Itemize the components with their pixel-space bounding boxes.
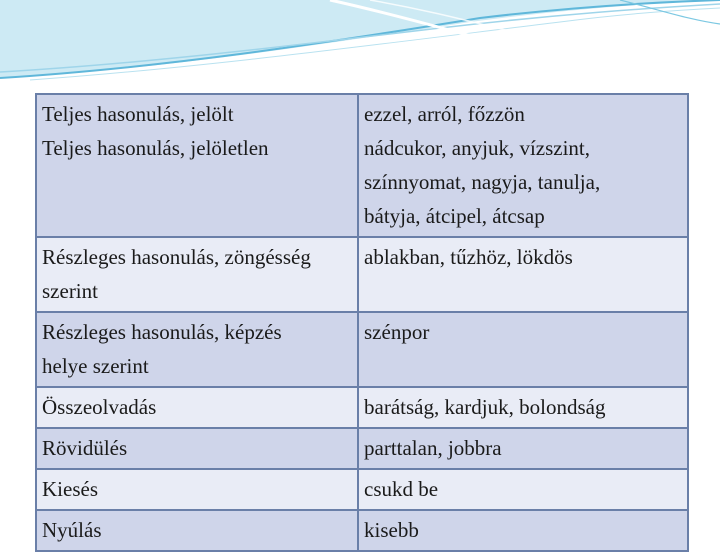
phenomenon-cell [36, 428, 358, 469]
examples-cell [358, 428, 688, 469]
examples-text: barátság, kardjuk, bolondság [364, 395, 606, 419]
phenomenon-text: szerint [42, 279, 98, 303]
phenomenon-cell [36, 237, 358, 312]
examples-cell [358, 94, 688, 237]
table-row [36, 510, 688, 551]
table-row [36, 312, 688, 387]
table-row [36, 237, 688, 312]
phenomenon-text: Kiesés [42, 477, 98, 501]
examples-text: szénpor [364, 320, 430, 344]
examples-cell [358, 312, 688, 387]
phenomenon-cell [36, 94, 358, 237]
phenomenon-text: Részleges hasonulás, zöngésség [42, 245, 311, 269]
phenomenon-text: Rövidülés [42, 436, 128, 460]
phenomenon-text: helye szerint [42, 354, 149, 378]
examples-text: csukd be [364, 477, 439, 501]
table-row [36, 387, 688, 428]
examples-cell [358, 237, 688, 312]
examples-text: kisebb [364, 518, 419, 542]
header-wave-decoration [0, 0, 720, 90]
phenomenon-text: Összeolvadás [42, 395, 157, 419]
phenomenon-cell [36, 312, 358, 387]
examples-text: parttalan, jobbra [364, 436, 502, 460]
phenomenon-text: Nyúlás [42, 518, 102, 542]
examples-text: nádcukor, anyjuk, vízszint, [364, 136, 591, 160]
assimilation-table [35, 93, 689, 552]
examples-text: színnyomat, nagyja, tanulja, [364, 170, 601, 194]
phenomenon-text: Teljes hasonulás, jelölt [42, 102, 234, 126]
phenomenon-cell [36, 387, 358, 428]
phenomenon-text: Teljes hasonulás, jelöletlen [42, 136, 269, 160]
phenomenon-cell [36, 469, 358, 510]
examples-cell [358, 387, 688, 428]
table-row [36, 94, 688, 237]
examples-text: bátyja, átcipel, átcsap [364, 204, 545, 228]
table-row [36, 469, 688, 510]
phenomenon-cell [36, 510, 358, 551]
examples-cell [358, 469, 688, 510]
table-row [36, 428, 688, 469]
examples-cell [358, 510, 688, 551]
examples-text: ablakban, tűzhöz, lökdös [364, 245, 573, 269]
phenomenon-text: Részleges hasonulás, képzés [42, 320, 282, 344]
examples-text: ezzel, arról, főzzön [364, 102, 525, 126]
